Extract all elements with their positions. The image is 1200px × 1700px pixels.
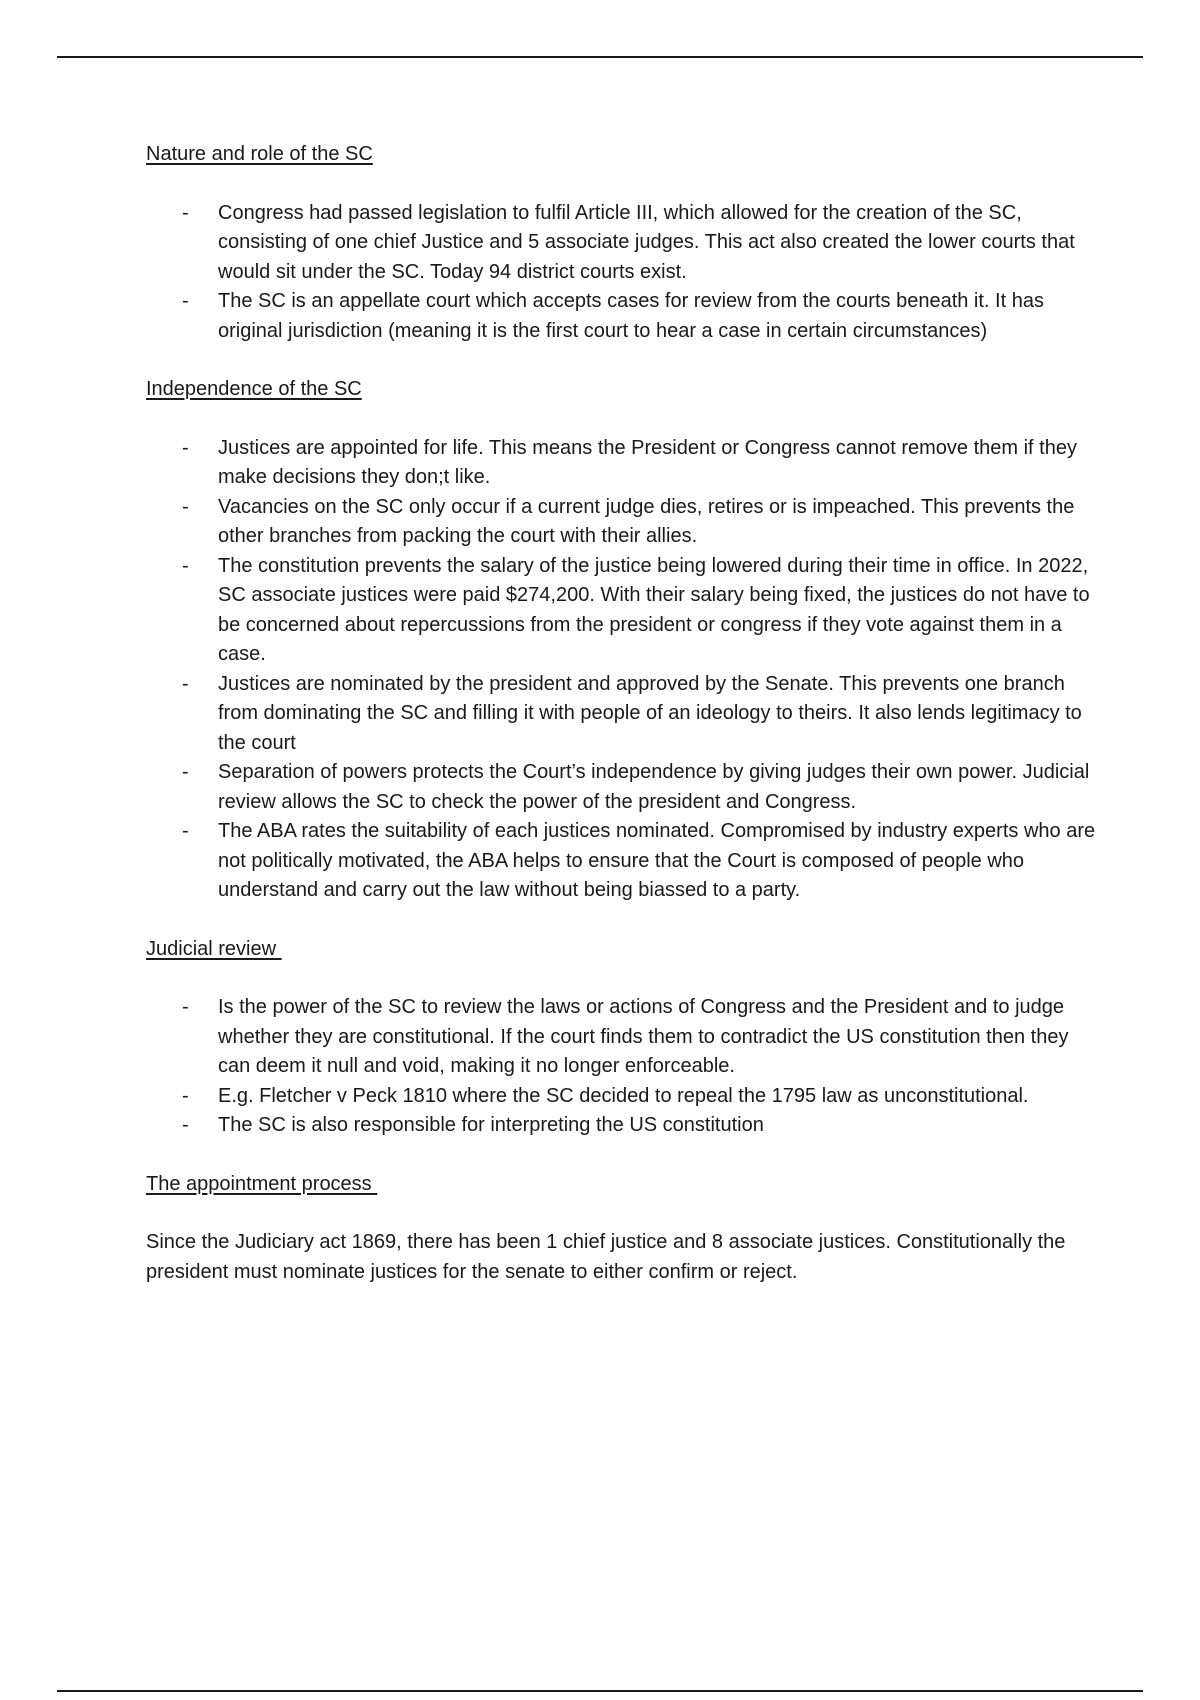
list-item-text: Justices are nominated by the president and approved by the Senate. This prevents one branch from dominating the SC and filling it with people of an ideology to theirs. It also lends legitimacy to the court [218,672,1082,754]
list-item [146,493,1096,552]
list-item-text: Vacancies on the SC only occur if a current judge dies, retires or is impeached. This prevents the other branches from packing the court with their allies. [218,495,1075,547]
bullet-list [146,993,1096,1141]
bullet-dash: - [182,436,189,459]
list-item [146,993,1096,1082]
list-item-text: The constitution prevents the salary of the justice being lowered during their time in office. In 2022, SC associate justices were paid $274,200. With their salary being fixed, the justices do not have to be concerned about repercussions from the president or congress if they vote against them in a case. [218,554,1090,665]
section-nature-and-role [146,140,1096,346]
bullet-dash: - [182,1084,189,1107]
section-heading: Nature and role of the SC [146,143,373,165]
list-item-text: Is the power of the SC to review the laws or actions of Congress and the President and to judge whether they are constitutional. If the court finds them to contradict the US constitution then they can deem it null and void, making it no longer enforceable. [218,996,1069,1077]
section-independence [146,375,1096,906]
list-item [146,1082,1096,1112]
bullet-dash: - [182,672,189,695]
list-item [146,434,1096,493]
section-appointment-process [146,1170,1096,1288]
list-item [146,670,1096,759]
page-top-rule [57,56,1143,58]
paragraph: Since the Judiciary act 1869, there has been 1 chief justice and 8 associate justices. Constitutionally the president must nominate justices for the senate to either confirm or reject. [146,1231,1066,1283]
page-bottom-rule [57,1690,1143,1692]
section-heading: Independence of the SC [146,378,362,400]
section-heading: The appointment process [146,1172,378,1195]
bullet-dash: - [182,996,189,1018]
list-item [146,199,1096,288]
section-judicial-review [146,935,1096,1141]
bullet-dash: - [182,1114,189,1136]
list-item [146,1111,1096,1141]
bullet-dash: - [182,495,189,518]
list-item [146,552,1096,670]
bullet-dash: - [182,290,189,312]
list-item-text: The ABA rates the suitability of each justices nominated. Compromised by industry experts who are not politically motivated, the ABA helps to ensure that the Court is composed of people who understand and carry out the law without being biassed to a party. [218,820,1096,901]
list-item-text: E.g. Fletcher v Peck 1810 where the SC decided to repeal the 1795 law as unconstitutional. [218,1084,1029,1107]
section-heading: Judicial review [146,937,282,960]
bullet-list [146,199,1096,347]
list-item-text: Justices are appointed for life. This means the President or Congress cannot remove them if they make decisions they don;t like. [218,436,1077,488]
list-item [146,817,1096,906]
list-item [146,287,1096,346]
bullet-list [146,434,1096,906]
bullet-dash: - [182,201,189,224]
bullet-dash: - [182,761,189,783]
list-item-text: The SC is an appellate court which accepts cases for review from the courts beneath it. It has original jurisdiction (meaning it is the first court to hear a case in certain circumstances) [218,290,1044,342]
document-body [146,140,1096,1287]
bullet-dash: - [182,820,189,842]
bullet-dash: - [182,554,189,577]
list-item [146,758,1096,817]
list-item-text: The SC is also responsible for interpreting the US constitution [218,1114,764,1136]
list-item-text: Congress had passed legislation to fulfil Article III, which allowed for the creation of the SC, consisting of one chief Justice and 5 associate judges. This act also created the lower courts that would sit under the SC. Today 94 district courts exist. [218,201,1075,283]
list-item-text: Separation of powers protects the Court’s independence by giving judges their own power. Judicial review allows the SC to check the power of the president and Congress. [218,761,1090,813]
